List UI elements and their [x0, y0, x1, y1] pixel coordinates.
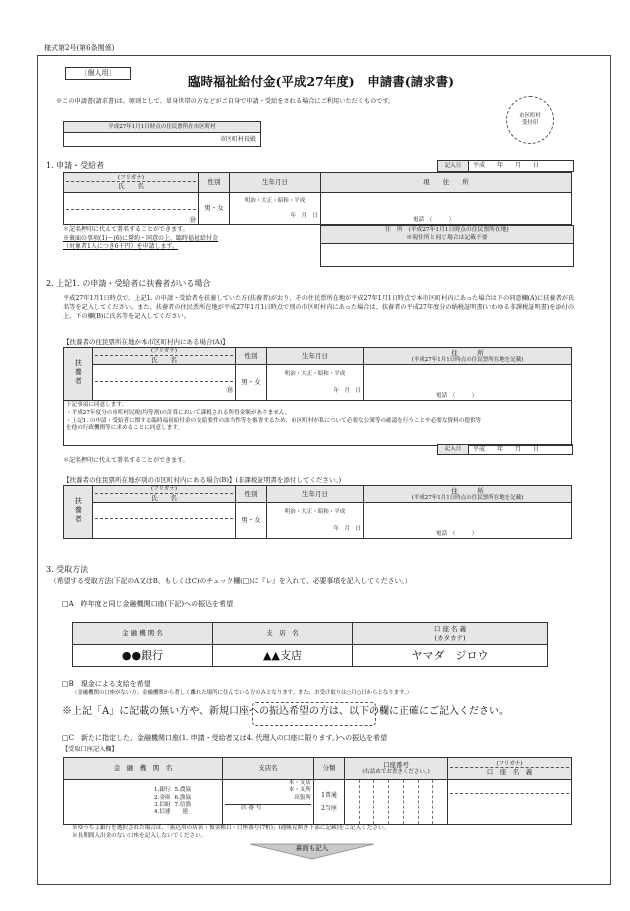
stamp-label: 市区町村受付印 [518, 113, 541, 126]
personal-tag: 〔個人用〕 [65, 67, 131, 80]
acct-type-1: 1普通 [321, 791, 337, 799]
new-account-table [63, 757, 572, 825]
account-form-title: 【受取口座記入欄】 [62, 746, 118, 753]
name-label-b: 氏 名 [151, 493, 177, 502]
previous-bank-table [72, 622, 548, 667]
birthdate-ymd: 年 月 日 [290, 212, 318, 219]
gender-options-b[interactable]: 男・女 [236, 503, 267, 539]
continue-label: 裏面も記入 [295, 844, 329, 852]
name-label-a: 氏 名 [151, 355, 177, 364]
option-b-note: （金融機関の口座がない方、金融機関から著しく離れた場所に住んでいる方のみとなります。また、お受け取りは○月○日からとなります。） [72, 690, 413, 696]
entry-date-label-a: 記入日 [438, 445, 469, 454]
footnote-2: ※長期間入出金のない口座を記入しないでください。 [72, 832, 207, 839]
note-line-2: ※裏面の事項(1)〜(6)に誓約・同意の上、臨時福祉給付金 [63, 234, 218, 242]
acct-branch-header: 支店名 [223, 758, 314, 780]
supporter-table-b [63, 485, 572, 539]
birthdate-ymd-a: 年 月 日 [333, 387, 361, 394]
footnotes [72, 825, 389, 840]
notice-text: ※上記「A」に記載の無い方や、新規口座への振込希望の方は、以下の欄に正確にご記入ください。 [62, 706, 510, 717]
resident-address-box[interactable] [320, 225, 574, 267]
birthdate-label-b: 生年月日 [267, 486, 364, 503]
notice-callout [252, 702, 376, 726]
current-address-field[interactable] [321, 193, 572, 225]
gender-label-a: 性別 [236, 348, 267, 365]
era-options-a: 明治・大正・昭和・平成 [284, 370, 346, 377]
birthdate-field-b[interactable] [267, 503, 364, 539]
option-a-checkbox[interactable]: □A 昨年度と同じ金融機関口座(下記)への振込を希望 [62, 600, 234, 608]
continue-arrow [250, 842, 374, 860]
acct-number-note: (右詰めでお書きください。) [362, 769, 430, 776]
bank-type-7: 7.信漁 [174, 802, 192, 808]
branch-type-3: 出張所 [294, 794, 311, 801]
supporter-name-field-a[interactable] [93, 365, 236, 401]
section2-heading: 2. 上記1. の申請・受給者に扶養者がいる場合 [46, 279, 211, 288]
resident-address-note: ※現住所と同じ場合は記載不要 [406, 234, 488, 241]
holder-header: 口 座 名 義 [433, 625, 467, 634]
address-sub-a: (平成27年1月1日時点の住民票所在地を記載) [411, 356, 524, 363]
note-line-1: ＊記名押印に代えて署名することができます。 [63, 226, 189, 233]
section3-heading: 3. 受取方法 [46, 565, 89, 574]
acct-number-field[interactable] [345, 780, 448, 825]
supporter-address-field-b[interactable] [364, 503, 572, 539]
entry-date-label: 記入日 [438, 161, 469, 171]
bank-type-3: 3.信組 [154, 802, 171, 808]
birthdate-field[interactable] [230, 193, 321, 225]
gender-label: 性別 [199, 173, 230, 193]
era-options-b: 明治・大正・昭和・平成 [284, 508, 346, 515]
applicant-table [63, 172, 572, 225]
seal-mark-a: ㊞ [226, 385, 233, 394]
entry-date-value-a[interactable]: 平成 年 月 日 [473, 446, 540, 453]
entry-date-box-a [437, 444, 573, 455]
furigana-label-b: (フリガナ) [95, 486, 233, 494]
note-line-3: （対象者1人につき6千円）を申請します。 [63, 243, 179, 251]
birthdate-ymd-b: 年 月 日 [333, 525, 361, 532]
birthdate-field-a[interactable] [267, 365, 364, 401]
acct-type-header: 分類 [314, 758, 345, 780]
section2-note: ＊記名押印に代えて署名することができます。 [63, 457, 189, 464]
phone-label-b: 電話 （ ） [436, 531, 478, 538]
holder-name-value: ヤマダ ジロウ [353, 645, 548, 667]
page-title: 臨時福祉給付金(平成27年度) 申請書(請求書) [188, 74, 455, 89]
resident-municipality-box [63, 121, 261, 147]
option-b-checkbox[interactable]: □B 現金による支給を希望 [62, 680, 151, 688]
birthdate-label-a: 生年月日 [267, 348, 364, 365]
bank-type-6: 6.漁協 [174, 794, 192, 801]
signature-notes [63, 226, 313, 252]
supporter-address-field-a[interactable] [364, 365, 572, 401]
mayor-label: 市区町村長殿 [219, 136, 256, 143]
name-label: 氏 名 [118, 182, 144, 191]
acct-holder-header: 口 座 名 義 [486, 768, 533, 777]
entry-date-box [437, 160, 574, 172]
bank-type-5: 5.農協 [174, 787, 192, 794]
acct-type-2: 2当座 [321, 805, 337, 812]
consent-box [64, 401, 572, 446]
gender-label-b: 性別 [236, 486, 267, 503]
resident-box-title: 平成27年1月1日時点の住民票所在市区町村 [64, 122, 260, 133]
acct-bank-field[interactable] [64, 780, 223, 825]
bank-type-8: 連 [182, 809, 189, 816]
supporter-label-a: 扶養者 [64, 348, 93, 401]
header-note: ※この申請書(請求書)は、原則として、単身世帯の方などがご自身で申請・受給をされる場合にご利用いただくものです。 [56, 98, 395, 105]
birthdate-label: 生年月日 [230, 173, 321, 193]
address-sub-b: (平成27年1月1日時点の住民票所在地を記載) [411, 494, 524, 501]
caseB-title: 【扶養者の住民票所在地が別の市区町村内にある場合(B)】(非課税証明書を添付してください。) [63, 476, 342, 484]
gender-options-a[interactable]: 男・女 [236, 365, 267, 401]
resident-address-label: 住 所 (平成27年1月1日時点の住民票所在地) [385, 227, 509, 233]
consent-line-2: ・平成27年度分の市町村民税(均等割)の計算において課税される所得金額がありません。 [66, 409, 291, 416]
acct-branch-field[interactable] [223, 780, 314, 825]
bank-type-1: 1.銀行 [154, 787, 171, 794]
option-c-checkbox[interactable]: □C 新たに指定した、金融機関口座(1. 申請・受給者又は4. 代理人の口座に限ります。)への振込を希望 [62, 734, 388, 742]
applicant-name-field[interactable] [64, 193, 199, 225]
acct-holder-field[interactable] [448, 780, 572, 825]
seal-mark: ㊞ [189, 215, 196, 224]
acct-type-field[interactable] [314, 780, 345, 825]
caseA-title: 【扶養者の住民票所在地が本市区町村内にある場合(A)】 [63, 338, 229, 346]
section2-paragraph: 平成27年1月1日時点で、上記1. の申請・受給者を扶養していた方(扶養者)がおり、その住民票所在地が平成27年1月1日時点で本市区町村内にあった場合は下の同意欄(A)に扶養者が氏名等を記入してください。また、扶養者の住民票所在地が平成27年1月1日時点で別の市区町村内にあった場合は、扶養者の平成27年度分の納税証明書(いわゆる非課税証明書)を添付の上、下の欄(B)に氏名等を記入してください。 [63, 295, 575, 320]
entry-date-value[interactable]: 平成 年 月 日 [473, 162, 540, 169]
section1-heading: 1. 申請・受給者 [46, 161, 105, 170]
phone-label-a: 電話 （ ） [436, 393, 478, 400]
holder-kana-header: (カタカナ) [434, 633, 466, 642]
address-label: 現 住 所 [321, 173, 572, 193]
consent-line-3: ・上記1. の申請・受給者に関する臨時福祉給付金の支給要件の該当性等を審査するため、市区町村が私について必要な公簿等の確認を行うことや必要な資料の提供等を他の行政機関等に求めることに同意します。 [66, 417, 482, 432]
branch-type-1: 本・支店 [288, 780, 311, 786]
address-title-b: 住 所 [451, 486, 484, 495]
bank-type-4: 4.信連 [154, 809, 171, 816]
form-number: 様式第2号(第6条関係) [44, 44, 115, 52]
furigana-label-a: (フリガナ) [95, 348, 233, 356]
footnote-1: ※ゆうちょ銀行を選択された場合は、「振込用の店名・預金種目・口座番号(7桁)」(通帳見開き下部に記載)をご記入ください。 [72, 825, 390, 831]
branch-name-value: ▲▲支店 [213, 645, 353, 667]
era-options: 明治・大正・昭和・平成 [244, 197, 306, 204]
phone-label: 電話 （ ） [413, 217, 455, 224]
supporter-table-a [63, 347, 572, 446]
acct-kana-header: (フリガナ) [450, 761, 569, 769]
bank-name-value: ●●銀行 [73, 645, 213, 667]
acct-number-header: 口座番号 [383, 761, 409, 769]
supporter-name-field-b[interactable] [93, 503, 236, 539]
bank-type-2: 2.金庫 [154, 794, 171, 801]
consent-line-1: 下記事項に同意します。 [66, 402, 128, 408]
furigana-label: (フリガナ) [66, 175, 196, 183]
bank-name-header: 金 融 機 関 名 [73, 623, 213, 645]
branch-name-header: 支 店 名 [213, 623, 353, 645]
section3-instruction: （希望する受取方法(下記のA又はB、もしくはC)のチェック欄(□)に『レ』を入れて、必要事項を記入してください。） [50, 577, 412, 585]
gender-options[interactable]: 男・女 [199, 193, 230, 225]
reception-stamp [506, 96, 554, 144]
branch-number-label: 店 番 号 [225, 804, 311, 812]
branch-type-2: 本・支所 [288, 787, 311, 794]
supporter-label-b: 扶養者 [64, 486, 93, 539]
acct-bank-header: 金 融 機 関 名 [64, 758, 223, 780]
address-title-a: 住 所 [451, 348, 484, 357]
